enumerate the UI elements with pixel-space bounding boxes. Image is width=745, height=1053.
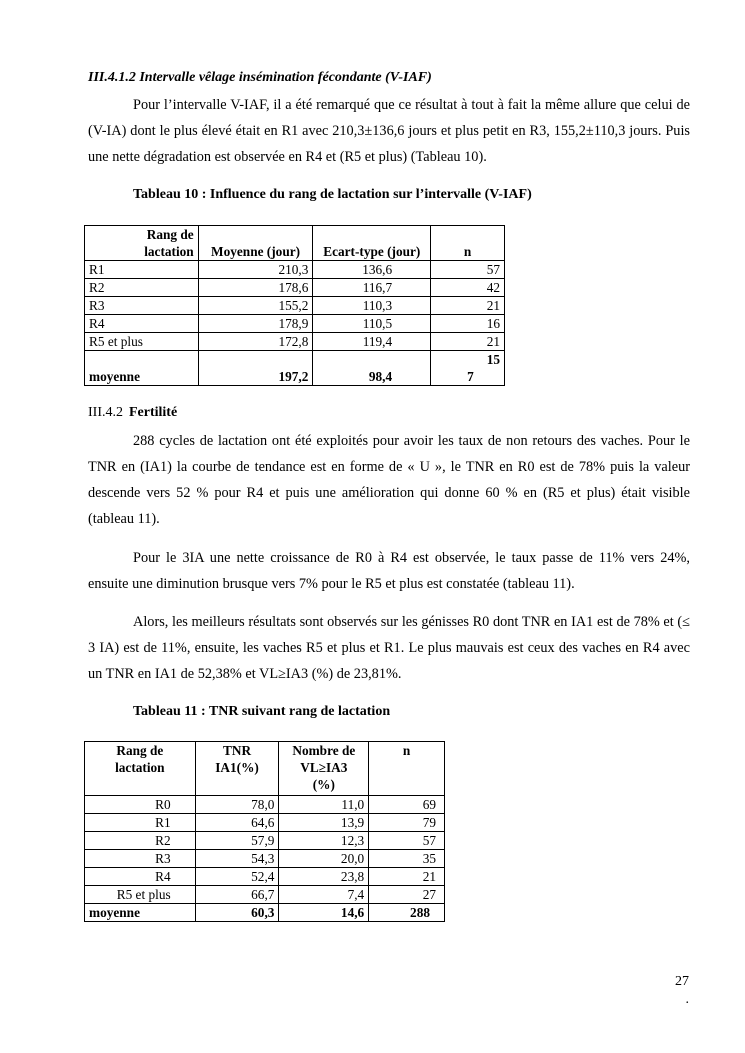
header-tnr: TNR IA1(%) — [195, 742, 279, 796]
header-rank: Rang de lactation — [85, 226, 199, 261]
table-footer-row: moyenne 197,2 98,4 15 7 — [85, 351, 505, 386]
table-row: R4 52,4 23,8 21 — [85, 868, 445, 886]
header-ecart: Ecart-type (jour) — [313, 226, 431, 261]
table-row: R1 210,3 136,6 57 — [85, 261, 505, 279]
section-heading-v-iaf: III.4.1.2 Intervalle vêlage insémination fécondante (V-IAF) — [88, 70, 432, 85]
table-row: R5 et plus 66,7 7,4 27 — [85, 886, 445, 904]
table-row: R4 178,9 110,5 16 — [85, 315, 505, 333]
paragraph-fertilite-2: Pour le 3IA une nette croissance de R0 à R4 est observée, le taux passe de 11% vers 24%, ensuite une diminution brusque vers 7% pour le R5 et plus est constatée (tableau 11). — [88, 550, 690, 592]
table-footer-row: moyenne 60,3 14,6 288 — [85, 904, 445, 922]
table-row: R3 155,2 110,3 21 — [85, 297, 505, 315]
paragraph-v-iaf: Pour l’intervalle V-IAF, il a été remarqué que ce résultat à tout à fait la même allure que celui de (V-IA) dont le plus élevé était en R1 avec 210,3±136,6 jours et plus petit en R3, 155,2±110,3 jours. Puis une nette dégradation est observée en R4 et (R5 et plus) (Tableau 10). — [88, 97, 690, 165]
table-11 — [84, 741, 445, 922]
table-10-header — [85, 226, 505, 261]
table-row: R2 57,9 12,3 57 — [85, 832, 445, 850]
table-row: R5 et plus 172,8 119,4 21 — [85, 333, 505, 351]
header-rank: Rang de lactation — [85, 742, 196, 796]
table-11-caption: Tableau 11 : TNR suivant rang de lactation — [133, 704, 391, 719]
section-heading-fertilite: III.4.2 Fertilité — [88, 405, 178, 420]
table-10 — [84, 225, 505, 386]
table-row: R2 178,6 116,7 42 — [85, 279, 505, 297]
paragraph-fertilite-3: Alors, les meilleurs résultats sont observés sur les génisses R0 dont TNR en IA1 est de 78% et (≤ 3 IA) est de 11%, ensuite, les vaches R5 et plus et R1. Le plus mauvais est ceux des vaches en R4 avec un TNR en IA1 de 52,38% et VL≥IA3 (%) de 23,81%. — [88, 614, 690, 682]
table-row: R3 54,3 20,0 35 — [85, 850, 445, 868]
table-row: R0 78,0 11,0 69 — [85, 796, 445, 814]
header-n: n — [431, 226, 505, 261]
paragraph-fertilite-1: 288 cycles de lactation ont été exploités pour avoir les taux de non retours des vaches. Pour le TNR en (IA1) la courbe de tendance est en forme de « U », le TNR en R0 est de 78% puis la valeur descende vers 52 % pour R4 et puis une amélioration qui donne 60 % en (R5 et plus) était visible (tableau 11). — [88, 433, 690, 527]
header-n: n — [369, 742, 445, 796]
header-vl: Nombre de VL≥IA3 (%) — [279, 742, 369, 796]
table-10-caption: Tableau 10 : Influence du rang de lactation sur l’intervalle (V-IAF) — [133, 187, 532, 202]
page-number: 27 . — [675, 974, 689, 1007]
table-row: R1 64,6 13,9 79 — [85, 814, 445, 832]
table-11-header — [85, 742, 445, 796]
header-moyenne: Moyenne (jour) — [198, 226, 313, 261]
